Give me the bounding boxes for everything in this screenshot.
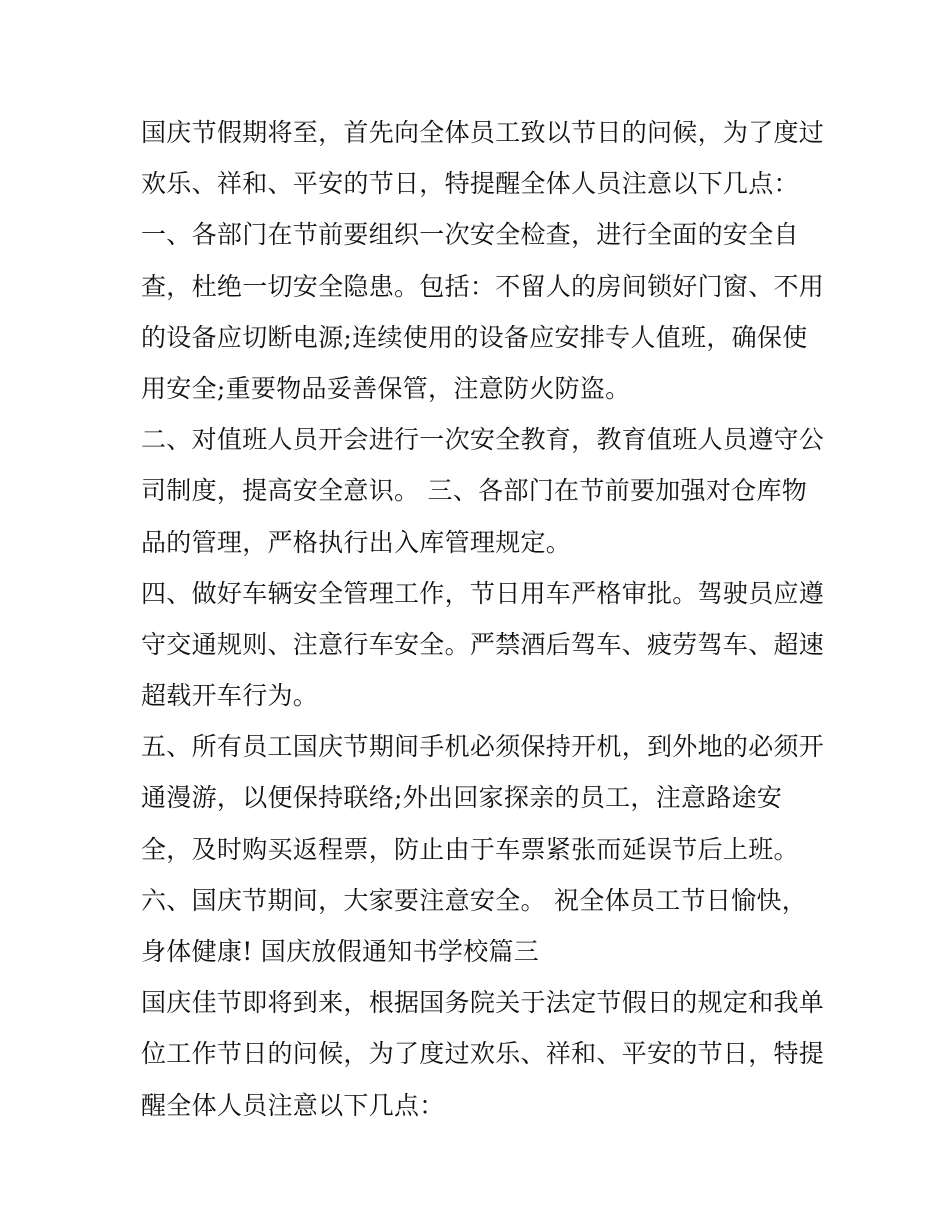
text-line-18: 国庆佳节即将到来，根据国务院关于法定节假日的规定和我单 — [141, 988, 825, 1018]
text-line-9: 品的管理，严格执行出入库管理规定。 — [141, 527, 572, 557]
text-line-3: 一、各部门在节前要组织一次安全检查，进行全面的安全自 — [141, 220, 799, 250]
text-line-16: 六、国庆节期间，大家要注意安全。 祝全体员工节日愉快， — [141, 885, 808, 915]
text-line-6: 用安全;重要物品妥善保管，注意防火防盗。 — [141, 373, 631, 403]
text-line-14: 通漫游，以便保持联络;外出回家探亲的员工，注意路途安 — [141, 783, 783, 813]
notice-body — [141, 107, 825, 1131]
text-line-17: 身体健康! 国庆放假通知书学校篇三 — [141, 937, 540, 966]
text-line-2: 欢乐、祥和、平安的节日，特提醒全体人员注意以下几点： — [141, 169, 799, 199]
text-line-10: 四、做好车辆安全管理工作，节日用车严格审批。驾驶员应遵 — [141, 578, 825, 608]
text-line-4: 查，杜绝一切安全隐患。包括：不留人的房间锁好门窗、不用 — [141, 271, 825, 301]
text-line-15: 全，及时购买返程票，防止由于车票紧张而延误节后上班。 — [141, 834, 799, 864]
text-line-13: 五、所有员工国庆节期间手机必须保持开机，到外地的必须开 — [141, 732, 825, 762]
text-line-19: 位工作节日的问候，为了度过欢乐、祥和、平安的节日，特提 — [141, 1039, 825, 1069]
text-line-1: 国庆节假期将至，首先向全体员工致以节日的问候，为了度过 — [141, 118, 825, 147]
text-line-5: 的设备应切断电源;连续使用的设备应安排专人值班，确保使 — [141, 322, 808, 352]
text-line-12: 超载开车行为。 — [141, 681, 319, 711]
text-line-7: 二、对值班人员开会进行一次安全教育，教育值班人员遵守公 — [141, 425, 825, 455]
text-line-20: 醒全体人员注意以下几点： — [141, 1090, 445, 1120]
text-line-11: 守交通规则、注意行车安全。严禁酒后驾车、疲劳驾车、超速 — [141, 629, 825, 659]
text-line-8: 司制度，提高安全意识。 三、各部门在节前要加强对仓库物 — [141, 476, 808, 506]
